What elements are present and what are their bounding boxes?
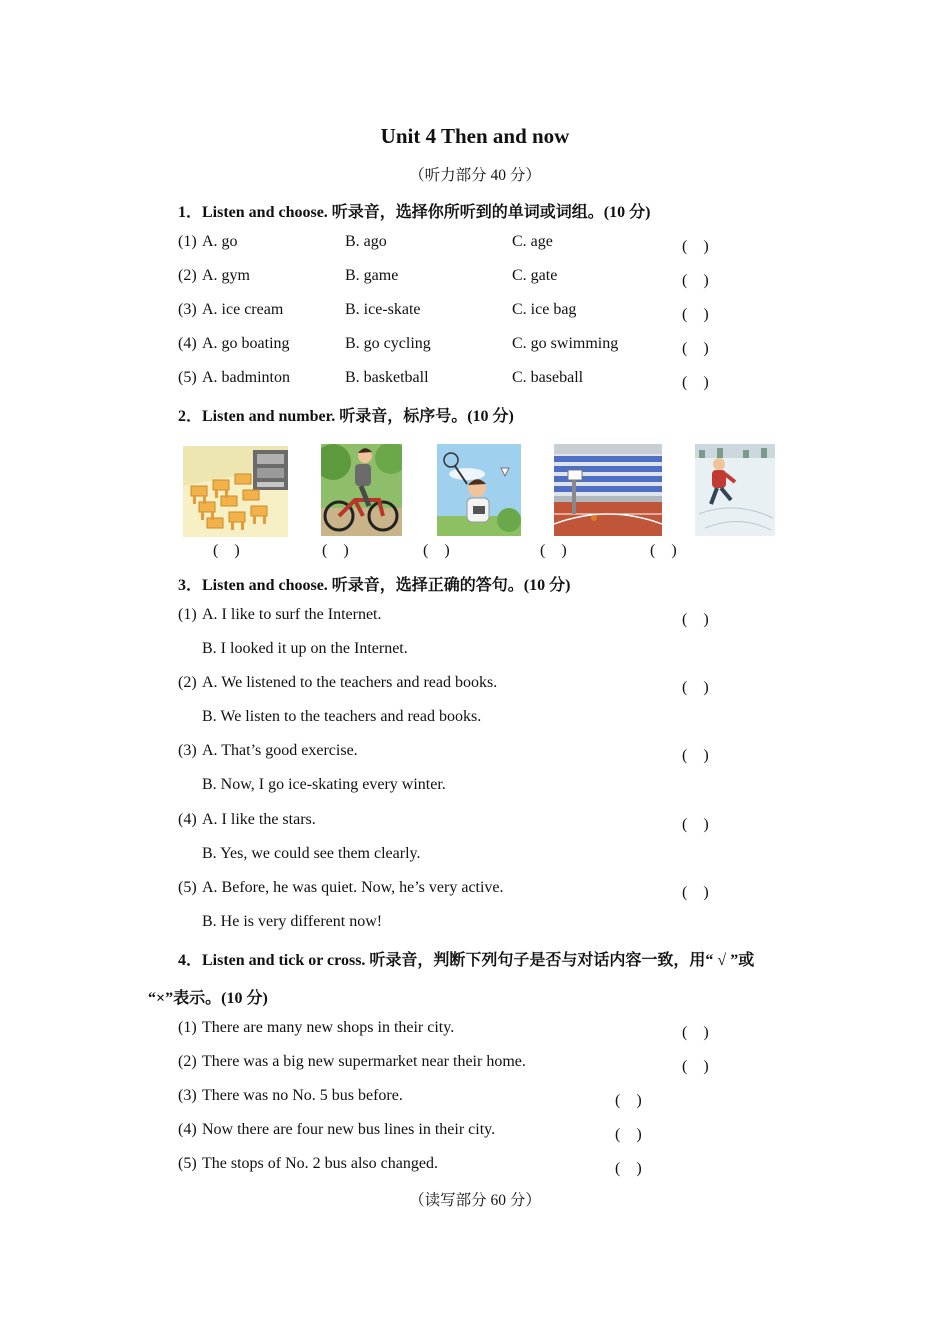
item-number: (2) xyxy=(178,674,197,691)
cycling-picture xyxy=(321,444,402,536)
option-a: A. go boating xyxy=(202,335,290,352)
option-a: A. Before, he was quiet. Now, he’s very active. xyxy=(202,879,504,896)
picture-2-blank[interactable]: ( ) xyxy=(322,542,349,559)
option-a: A. badminton xyxy=(202,369,290,386)
option-a: A. I like to surf the Internet. xyxy=(202,606,382,623)
option-c: C. go swimming xyxy=(512,335,619,352)
gym-picture xyxy=(554,444,662,536)
answer-blank[interactable]: ( ) xyxy=(682,1024,709,1041)
statement-text: Now there are four new bus lines in their city. xyxy=(202,1121,496,1138)
option-b: B. game xyxy=(345,267,399,284)
item-number: (5) xyxy=(178,369,197,386)
item-number: (1) xyxy=(178,1019,197,1036)
answer-blank[interactable]: ( ) xyxy=(682,306,709,323)
item-number: (5) xyxy=(178,879,197,896)
answer-blank[interactable]: ( ) xyxy=(615,1126,642,1143)
answer-blank[interactable]: ( ) xyxy=(682,374,709,391)
answer-blank[interactable]: ( ) xyxy=(682,884,709,901)
answer-blank[interactable]: ( ) xyxy=(615,1160,642,1177)
answer-blank[interactable]: ( ) xyxy=(682,747,709,764)
section-3-heading: 3．Listen and choose. 听录音，选择正确的答句。(10 分) xyxy=(178,577,571,594)
option-b: B. go cycling xyxy=(345,335,431,352)
picture-1-blank[interactable]: ( ) xyxy=(213,542,240,559)
option-b: B. ice-skate xyxy=(345,301,421,318)
section-1-heading: 1．Listen and choose. 听录音，选择你所听到的单词或词组。(10 分) xyxy=(178,204,651,221)
badminton-picture xyxy=(437,444,521,536)
page-title: Unit 4 Then and now xyxy=(380,124,570,148)
option-a: A. go xyxy=(202,233,238,250)
answer-blank[interactable]: ( ) xyxy=(682,340,709,357)
section-4-heading-cont: “×”表示。(10 分) xyxy=(148,990,268,1007)
option-c: C. ice bag xyxy=(512,301,577,318)
answer-blank[interactable]: ( ) xyxy=(682,611,709,628)
ice-skating-picture xyxy=(695,444,775,536)
item-number: (4) xyxy=(178,1121,197,1138)
statement-text: The stops of No. 2 bus also changed. xyxy=(202,1155,438,1172)
item-number: (1) xyxy=(178,233,197,250)
item-number: (2) xyxy=(178,267,197,284)
option-c: C. age xyxy=(512,233,553,250)
item-number: (2) xyxy=(178,1053,197,1070)
option-b: B. I looked it up on the Internet. xyxy=(202,640,408,657)
option-a: A. That’s good exercise. xyxy=(202,742,358,759)
option-b: B. Now, I go ice-skating every winter. xyxy=(202,776,446,793)
picture-5-blank[interactable]: ( ) xyxy=(650,542,677,559)
option-a: A. I like the stars. xyxy=(202,811,316,828)
item-number: (3) xyxy=(178,301,197,318)
answer-blank[interactable]: ( ) xyxy=(682,272,709,289)
item-number: (3) xyxy=(178,742,197,759)
classroom-picture xyxy=(183,446,288,537)
item-number: (4) xyxy=(178,335,197,352)
item-number: (4) xyxy=(178,811,197,828)
section-4-heading: 4．Listen and tick or cross. 听录音，判断下列句子是否与对话内容一致，用“ √ ”或 xyxy=(178,952,755,969)
option-b: B. He is very different now! xyxy=(202,913,383,930)
item-number: (1) xyxy=(178,606,197,623)
answer-blank[interactable]: ( ) xyxy=(615,1092,642,1109)
option-c: C. baseball xyxy=(512,369,584,386)
answer-blank[interactable]: ( ) xyxy=(682,679,709,696)
answer-blank[interactable]: ( ) xyxy=(682,1058,709,1075)
option-a: A. We listened to the teachers and read books. xyxy=(202,674,498,691)
picture-3-blank[interactable]: ( ) xyxy=(423,542,450,559)
listening-section-note: （听力部分 40 分） xyxy=(409,167,541,184)
answer-blank[interactable]: ( ) xyxy=(682,238,709,255)
option-b: B. basketball xyxy=(345,369,429,386)
section-2-heading: 2．Listen and number. 听录音，标序号。(10 分) xyxy=(178,408,514,425)
option-a: A. ice cream xyxy=(202,301,284,318)
item-number: (5) xyxy=(178,1155,197,1172)
statement-text: There was a big new supermarket near their home. xyxy=(202,1053,526,1070)
option-b: B. ago xyxy=(345,233,387,250)
option-a: A. gym xyxy=(202,267,250,284)
picture-4-blank[interactable]: ( ) xyxy=(540,542,567,559)
statement-text: There are many new shops in their city. xyxy=(202,1019,455,1036)
statement-text: There was no No. 5 bus before. xyxy=(202,1087,403,1104)
option-b: B. Yes, we could see them clearly. xyxy=(202,845,421,862)
reading-section-note: （读写部分 60 分） xyxy=(409,1192,541,1209)
item-number: (3) xyxy=(178,1087,197,1104)
option-c: C. gate xyxy=(512,267,558,284)
answer-blank[interactable]: ( ) xyxy=(682,816,709,833)
option-b: B. We listen to the teachers and read books. xyxy=(202,708,482,725)
